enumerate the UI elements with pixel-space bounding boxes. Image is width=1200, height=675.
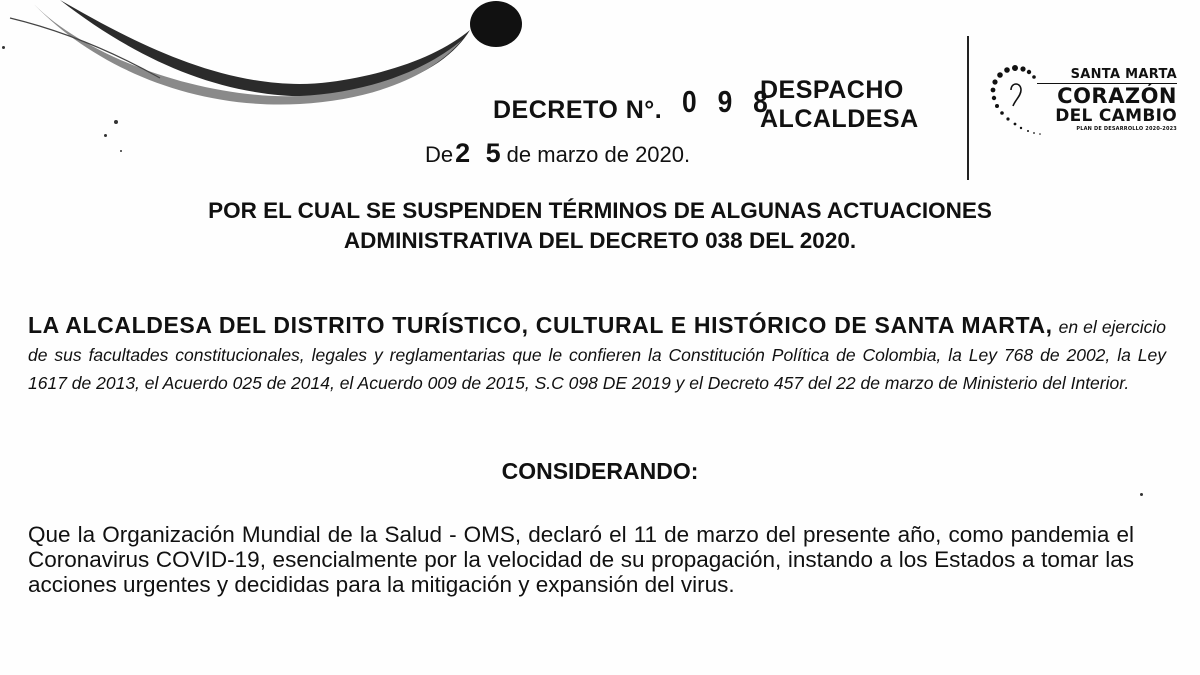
decree-title-line-1: POR EL CUAL SE SUSPENDEN TÉRMINOS DE ALGUNAS ACTUACIONES [208, 198, 992, 223]
scan-speck [120, 150, 122, 152]
scan-speck [2, 46, 5, 49]
decree-number: 0 9 8 [682, 84, 775, 119]
logo-wordmark [1037, 68, 1177, 132]
considering-heading: CONSIDERANDO: [501, 458, 699, 484]
office-line-2: ALCALDESA [760, 105, 919, 133]
logo-slogan-line-1: CORAZÓN [1057, 84, 1177, 108]
decree-date [425, 138, 690, 169]
scan-speck [114, 120, 118, 124]
office-label [760, 76, 919, 134]
logo-plan: PLAN DE DESARROLLO 2020-2023 [1076, 126, 1177, 132]
date-day: 2 5 [455, 138, 505, 168]
decree-title-line-2: ADMINISTRATIVA DEL DECRETO 038 DEL 2020. [343, 228, 857, 253]
scan-speck [1140, 493, 1143, 496]
letterhead-swoosh-graphic [0, 0, 540, 160]
date-prefix: De [425, 142, 454, 167]
office-line-1: DESPACHO [760, 76, 904, 104]
santa-marta-logo [985, 60, 1180, 152]
scan-speck [104, 134, 107, 137]
decree-title [50, 196, 1150, 256]
considering-paragraph-1: Que la Organización Mundial de la Salud - OMS, declaró el 11 de marzo del presente año, como pandemia el Coronavirus COVID-19, esencialmente por la velocidad de su propagación, instando a los Estados a tomar las acciones urgentes y decididas para la mitigación y expansión del virus. [28, 522, 1134, 597]
authority-lead: LA ALCALDESA DEL DISTRITO TURÍSTICO, CULTURAL E HISTÓRICO DE SANTA MARTA, [28, 312, 1053, 338]
decree-label: DECRETO N°. [493, 96, 663, 124]
date-suffix: de marzo de 2020. [506, 142, 691, 167]
authority-statement [28, 312, 1166, 397]
authority-body: en el ejercicio de sus facultades constitucionales, legales y reglamentarias que le confieren la Constitución Política de Colombia, la Ley 768 de 2002, la Ley 1617 de 2013, el Acuerdo 025 de 2014, el Acuerdo 009 de 2015, S.C 098 DE 2019 y el Decreto 457 del 22 de marzo de Ministerio del Interior. [28, 317, 1167, 393]
logo-city: SANTA MARTA [1070, 67, 1177, 82]
header-divider [967, 36, 969, 180]
heart-dots-icon [985, 60, 1045, 150]
logo-slogan-line-2: DEL CAMBIO [1055, 106, 1177, 126]
